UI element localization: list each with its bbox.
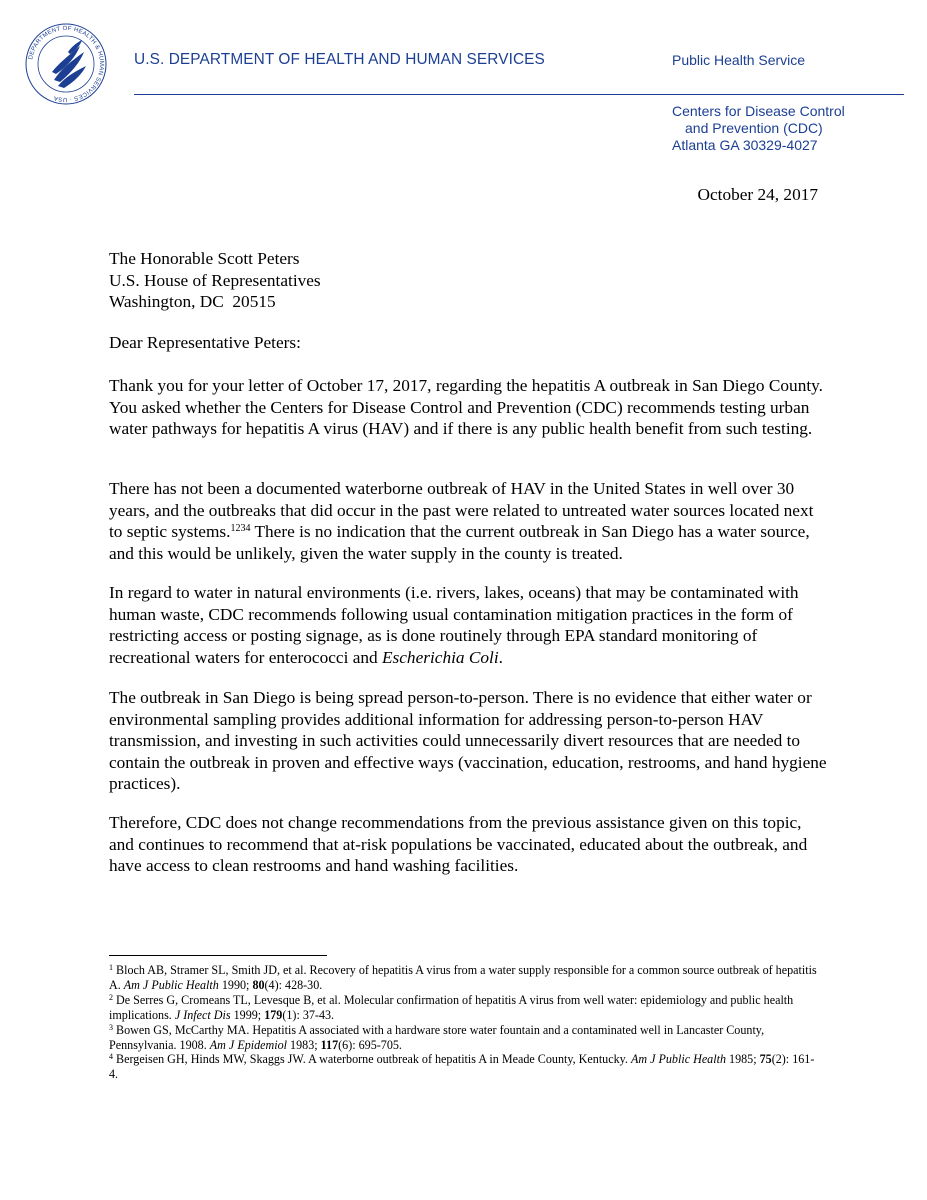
paragraph-2-text-b: There is no indication that the current outbreak in San Diego has a water source, and this would be unlikely, given the water supply in the county is treated. — [109, 522, 810, 563]
footnote-year: 1999; — [230, 1007, 265, 1022]
footnote-number: 2 — [109, 992, 113, 1002]
paragraph-5-text: Therefore, CDC does not change recommendations from the previous assistance given on this topic, and continues to recommend that at-risk populations be vaccinated, educated about the outbreak, and have access to clean restrooms and hand washing facilities. — [109, 813, 808, 875]
footnote-number: 3 — [109, 1022, 113, 1032]
eagle-profiles-icon — [52, 40, 86, 88]
footnote-pages: (1): 37-43. — [282, 1007, 335, 1022]
agency-line-2: and Prevention (CDC) — [685, 120, 823, 136]
paragraph-2 — [109, 478, 829, 564]
paragraph-4 — [109, 687, 829, 795]
footnote-journal: J Infect Dis — [174, 1007, 231, 1022]
recipient-office: U.S. House of Representatives — [109, 270, 321, 290]
paragraph-3-text-a: In regard to water in natural environments (i.e. rivers, lakes, oceans) that may be contaminated with human waste, CDC recommends following usual contamination mitigation practices in the form of restricting access or posting signage, as is done routinely through EPA standard monitoring of recreational waters for enterococci and — [109, 583, 799, 667]
footnote-year: 1990; — [218, 977, 253, 992]
recipient-address — [109, 248, 829, 313]
hhs-seal-logo — [24, 22, 108, 106]
footnote-pages: (6): 695-705. — [338, 1037, 402, 1052]
agency-address-block — [672, 103, 845, 154]
salutation: Dear Representative Peters: — [109, 333, 301, 352]
footnote-journal: Am J Public Health — [123, 977, 219, 992]
footnote — [109, 993, 821, 1023]
footnote — [109, 963, 821, 993]
footnote-citation: Bloch AB, Stramer SL, Smith JD, et al. Recovery of hepatitis A virus from a water supply responsible for a common source outbreak of hepatitis A. — [109, 963, 817, 992]
department-name: U.S. DEPARTMENT OF HEALTH AND HUMAN SERVICES — [134, 51, 545, 68]
footnote-citation: Bergeisen GH, Hinds MW, Skaggs JW. A waterborne outbreak of hepatitis A in Meade County, Kentucky. — [113, 1052, 631, 1067]
footnote-number: 1 — [109, 963, 113, 972]
agency-line-3: Atlanta GA 30329-4027 — [672, 137, 818, 153]
footnote-divider — [109, 955, 327, 956]
footnote-year: 1985; — [726, 1052, 760, 1067]
letterhead-divider — [134, 94, 904, 95]
footnote-volume: 75 — [759, 1052, 772, 1067]
service-name: Public Health Service — [672, 52, 806, 68]
footnote-citation: De Serres G, Cromeans TL, Levesque B, et al. Molecular confirmation of hepatitis A virus from well water: epidemiology and public health implications. — [109, 992, 794, 1022]
footnote-pages: (2): 161-4. — [109, 1052, 815, 1082]
footnotes — [109, 963, 821, 1082]
footnote-pages: (4): 428-30. — [264, 977, 323, 992]
footnote-volume: 179 — [264, 1007, 283, 1022]
footnote-journal: Am J Public Health — [630, 1052, 726, 1067]
species-name: Escherichia Coli — [381, 647, 499, 667]
seal-text: DEPARTMENT OF HEALTH & HUMAN SERVICES · USA — [28, 25, 105, 103]
footnote-volume: 117 — [320, 1037, 339, 1052]
footnote-references: 1234 — [230, 523, 251, 534]
recipient-name: The Honorable Scott Peters — [109, 249, 300, 268]
recipient-city: Washington, DC 20515 — [109, 292, 276, 311]
agency-line-1: Centers for Disease Control — [672, 103, 845, 119]
letter-date: October 24, 2017 — [697, 185, 818, 204]
footnote — [109, 1023, 821, 1053]
footnote-citation: Bowen GS, McCarthy MA. Hepatitis A associated with a hardware store water fountain and a contaminated well in Lancaster County, Pennsylvania. 1908. — [109, 1022, 765, 1052]
paragraph-1-text: Thank you for your letter of October 17, 2017, regarding the hepatitis A outbreak in San Diego County. You asked whether the Centers for Disease Control and Prevention (CDC) recommends testing urban water pathways for hepatitis A virus (HAV) and if there is any public health benefit from such testing. — [109, 376, 823, 438]
footnote-journal: Am J Epidemiol — [209, 1037, 288, 1052]
paragraph-2-text-a: There has not been a documented waterborne outbreak of HAV in the United States in well over 30 years, and the outbreaks that did occur in the past were related to untreated water sources located next to septic systems. — [109, 479, 814, 541]
footnote-volume: 80 — [252, 977, 265, 992]
footnote-number: 4 — [109, 1052, 113, 1062]
paragraph-3 — [109, 582, 829, 668]
footnote-year: 1983; — [287, 1037, 321, 1052]
paragraph-1 — [109, 375, 829, 440]
paragraph-5 — [109, 812, 829, 877]
paragraph-3-text-b: . — [498, 647, 503, 667]
footnote — [109, 1052, 821, 1082]
paragraph-4-text: The outbreak in San Diego is being spread person-to-person. There is no evidence that either water or environmental sampling provides additional information for addressing person-to-person HAV transmission, and investing in such activities could unnecessarily divert resources that are needed to contain the outbreak in proven and effective ways (vaccination, education, restrooms, and hand hygiene practices). — [109, 688, 827, 793]
